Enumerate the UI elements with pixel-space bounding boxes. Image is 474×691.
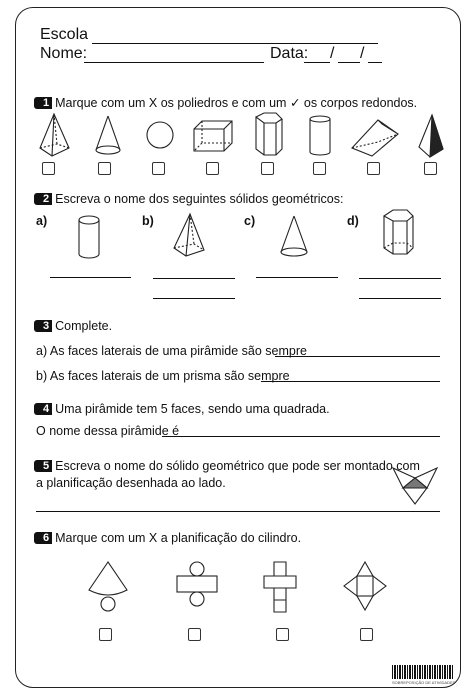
q3-statement-a: a) As faces laterais de uma pirâmide são sempre xyxy=(36,344,307,358)
tetrahedron-net-icon xyxy=(391,466,439,506)
question-text: Marque com um X os poliedros e com um ✓ os corpos redondos. xyxy=(55,96,418,110)
date-separator: / xyxy=(360,45,365,62)
cylinder-net-icon xyxy=(174,560,220,614)
school-line[interactable] xyxy=(92,43,378,44)
date-year-line[interactable] xyxy=(368,62,382,63)
question-2 xyxy=(34,192,343,207)
date-day-line[interactable] xyxy=(304,62,330,63)
cone-icon xyxy=(278,214,310,260)
q1-checkbox-hexagonal-prism[interactable] xyxy=(261,162,274,175)
school-label: Escola xyxy=(40,26,89,43)
date-label: Data: xyxy=(270,45,309,62)
date-separator: / xyxy=(330,45,335,62)
question-number: 2 xyxy=(34,193,52,205)
cylinder-icon xyxy=(307,114,333,160)
item-label-c: c) xyxy=(244,214,256,228)
question-number: 4 xyxy=(34,403,52,415)
pyramid-icon xyxy=(36,112,72,160)
item-label-b: b) xyxy=(142,214,154,228)
q1-checkbox-rectangular-prism[interactable] xyxy=(206,162,219,175)
q6-checkbox-cone-net[interactable] xyxy=(99,628,112,641)
triangular-prism-icon xyxy=(348,114,402,158)
question-number: 3 xyxy=(34,320,52,332)
name-label: Nome: xyxy=(40,45,88,62)
q6-checkbox-cylinder-net[interactable] xyxy=(188,628,201,641)
q4-prompt: O nome dessa pirâmide é xyxy=(36,424,180,438)
question-text: Escreva o nome dos seguintes sólidos geométricos: xyxy=(55,192,344,206)
hexagonal-prism-icon xyxy=(380,210,416,258)
question-3 xyxy=(34,319,112,334)
q1-checkbox-cone[interactable] xyxy=(98,162,111,175)
square-pyramid-icon xyxy=(170,212,210,260)
q6-checkbox-cube-net[interactable] xyxy=(276,628,289,641)
q4-answer-line[interactable] xyxy=(162,436,440,437)
item-label-a: a) xyxy=(36,214,48,228)
question-text: Complete. xyxy=(55,319,113,333)
question-5 xyxy=(34,459,420,474)
q1-checkbox-pyramid[interactable] xyxy=(42,162,55,175)
question-number: 5 xyxy=(34,460,52,472)
answer-line-d-2[interactable] xyxy=(359,298,441,299)
pyramid-net-icon xyxy=(342,560,388,612)
q1-checkbox-sphere[interactable] xyxy=(152,162,165,175)
q3-statement-b: b) As faces laterais de um prisma são sempre xyxy=(36,369,290,383)
tetrahedron-icon xyxy=(416,113,446,159)
question-text: Marque com um X a planificação do cilindro. xyxy=(55,531,302,545)
question-number: 6 xyxy=(34,532,52,544)
question-6 xyxy=(34,531,301,546)
question-text: Escreva o nome do sólido geométrico que pode ser montado com xyxy=(55,459,420,473)
hexagonal-prism-icon xyxy=(250,113,284,159)
q1-checkbox-tetrahedron[interactable] xyxy=(424,162,437,175)
answer-line-b-2[interactable] xyxy=(153,298,235,299)
q3-answer-line-a[interactable] xyxy=(275,356,440,357)
cylinder-icon xyxy=(76,214,102,262)
item-label-d: d) xyxy=(347,214,359,228)
question-number: 1 xyxy=(34,97,52,109)
answer-line-a[interactable] xyxy=(50,277,131,278)
question-4 xyxy=(34,402,330,417)
footer-code: SOBREPOSIÇÃO DE ATIVIDADES xyxy=(392,680,456,685)
cone-icon xyxy=(93,114,123,158)
q3-answer-line-b[interactable] xyxy=(261,381,440,382)
q6-checkbox-pyramid-net[interactable] xyxy=(360,628,373,641)
question-text: Uma pirâmide tem 5 faces, sendo uma quadrada. xyxy=(55,402,330,416)
barcode-icon xyxy=(392,665,454,679)
answer-line-d[interactable] xyxy=(359,278,441,279)
cube-net-icon xyxy=(262,560,298,614)
question-5-continued: a planificação desenhada ao lado. xyxy=(36,476,226,490)
q1-checkbox-triangular-prism[interactable] xyxy=(367,162,380,175)
rectangular-prism-icon xyxy=(192,117,236,155)
cone-net-icon xyxy=(86,560,132,614)
date-month-line[interactable] xyxy=(338,62,360,63)
name-line[interactable] xyxy=(84,62,264,63)
sphere-icon xyxy=(145,118,177,152)
answer-line-c[interactable] xyxy=(256,277,338,278)
q5-answer-line[interactable] xyxy=(36,511,440,512)
question-1 xyxy=(34,96,417,111)
answer-line-b[interactable] xyxy=(153,278,235,279)
q1-checkbox-cylinder[interactable] xyxy=(313,162,326,175)
